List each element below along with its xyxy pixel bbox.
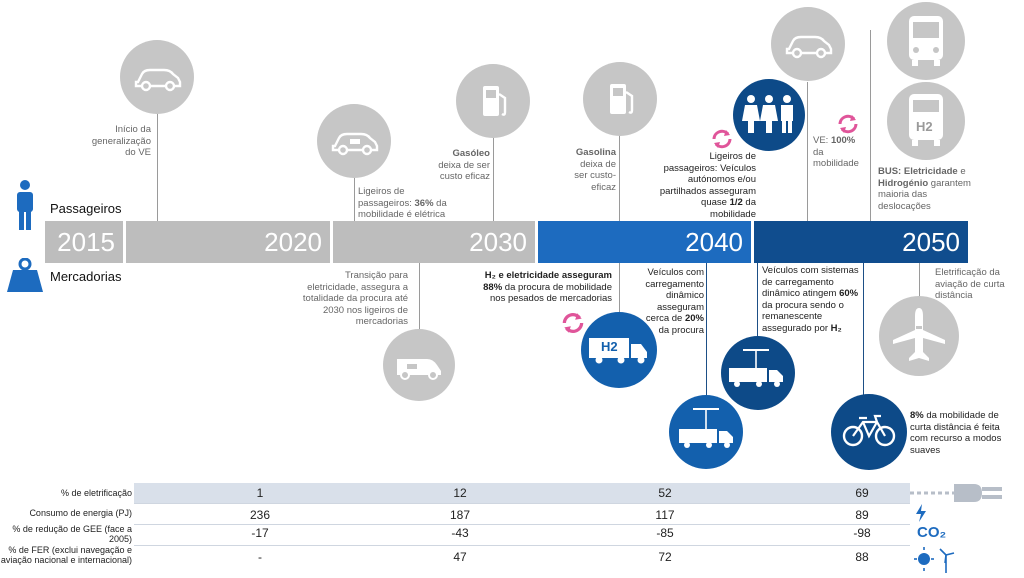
note-2040-shared: Ligeiros de passageiros: Veículos autónomos e/ou partilhados asseguram quase 1/2 da mobilidade [659,151,756,220]
car-icon [771,7,845,81]
note-2050-bus: BUS: Eletricidade e Hidrogénio garantem maioria das deslocações [878,166,971,212]
connector [354,178,355,221]
car-icon [120,40,194,114]
airplane-icon [879,296,959,376]
connector [919,263,920,298]
note-2050-ev: VE: 100% da mobilidade [813,135,859,169]
table-row [0,508,910,528]
connector [493,128,494,221]
cell: 117 [655,508,675,522]
weight-icon [7,258,43,297]
catenary-truck-icon [721,336,795,410]
connector [757,263,758,338]
electric-car-icon [317,104,391,178]
table-row [0,526,910,546]
timeline-2030 [333,221,535,263]
note-2030-diesel: Gasóleo deixa de ser custo eficaz [438,148,490,182]
connector [619,128,620,221]
row-label: % de eletrificação [60,488,132,498]
row-label: % de redução de GEE (face a 2005) [12,524,132,544]
connector [870,30,871,221]
renewables-icon [914,545,956,578]
timeline-2050 [754,221,968,263]
cell: 69 [855,486,869,500]
cell: -85 [656,526,674,540]
note-2020-ev: Início da generalização do VE [91,124,151,158]
timeline-2015 [45,221,123,263]
cell: 47 [453,550,467,564]
row-label: Consumo de energia (PJ) [29,508,132,518]
bicycle-icon [831,394,907,470]
row-label: % de FER (exclui navegação e aviação nacional e internacional) [0,545,132,565]
legend-passengers: Passageiros [50,201,122,216]
note-2050-aviation: Eletrificação da aviação de curta distância [935,267,1005,301]
note-2020-light: Ligeiros de passageiros: 36% da mobilidade é elétrica [358,186,447,220]
cell: -17 [251,526,269,540]
connector [619,263,620,318]
table-row [0,545,910,568]
cell: 1 [256,486,264,500]
year-label: 2030 [469,227,527,257]
cell: 88 [855,550,869,564]
year-label: 2020 [264,227,322,257]
cell: -98 [853,526,871,540]
passenger-icon [14,180,36,237]
timeline-2040 [538,221,751,263]
h2-truck-icon [581,312,657,388]
legend-freight: Mercadorias [50,269,122,284]
fuel-pump-icon [456,64,530,138]
van-icon [383,329,455,401]
cell: 52 [658,486,672,500]
table-row [0,486,910,506]
bus-icon [887,2,965,80]
note-2040-heavy: H₂ e eletricidade asseguram 88% da procura de mobilidade nos pesados de mercadorias [483,270,612,304]
note-2040-dynamic: Veículos com carregamento dinâmico asseguram cerca de 20% da procura [645,267,704,336]
note-2040-gasoline: Gasolina deixa de ser custo-eficaz [574,147,616,193]
connector [807,82,808,221]
h2-label: H2 [601,339,618,354]
note-2030-freight: Transição para eletricidade, assegura a totalidade da procura até 2030 nos ligeiros de mercadorias [302,270,408,327]
cell: 12 [453,486,467,500]
shared-passengers-icon [733,79,805,151]
year-label: 2040 [685,227,743,257]
cell: 72 [658,550,672,564]
h2-bus-icon [887,82,965,160]
timeline-2020 [126,221,330,263]
cell: 89 [855,508,869,522]
connector [706,263,707,398]
cell: 236 [249,508,271,522]
year-label: 2015 [57,227,115,257]
note-2050-soft: 8% da mobilidade de curta distância é feita com recurso a modos suaves [910,410,1002,456]
fuel-pump-icon [583,62,657,136]
cell: -43 [451,526,469,540]
year-label: 2050 [902,227,960,257]
note-2050-dynamic: Veículos com sistemas de carregamento dinâmico atingem 60% da procura sendo o remanescente assegurado por H₂ [762,265,859,334]
cell: 187 [449,508,471,522]
connector [419,263,420,333]
cell: - [258,550,262,564]
h2-label: H2 [916,119,933,134]
connector [157,108,158,221]
co2-label: CO₂ [917,524,947,541]
